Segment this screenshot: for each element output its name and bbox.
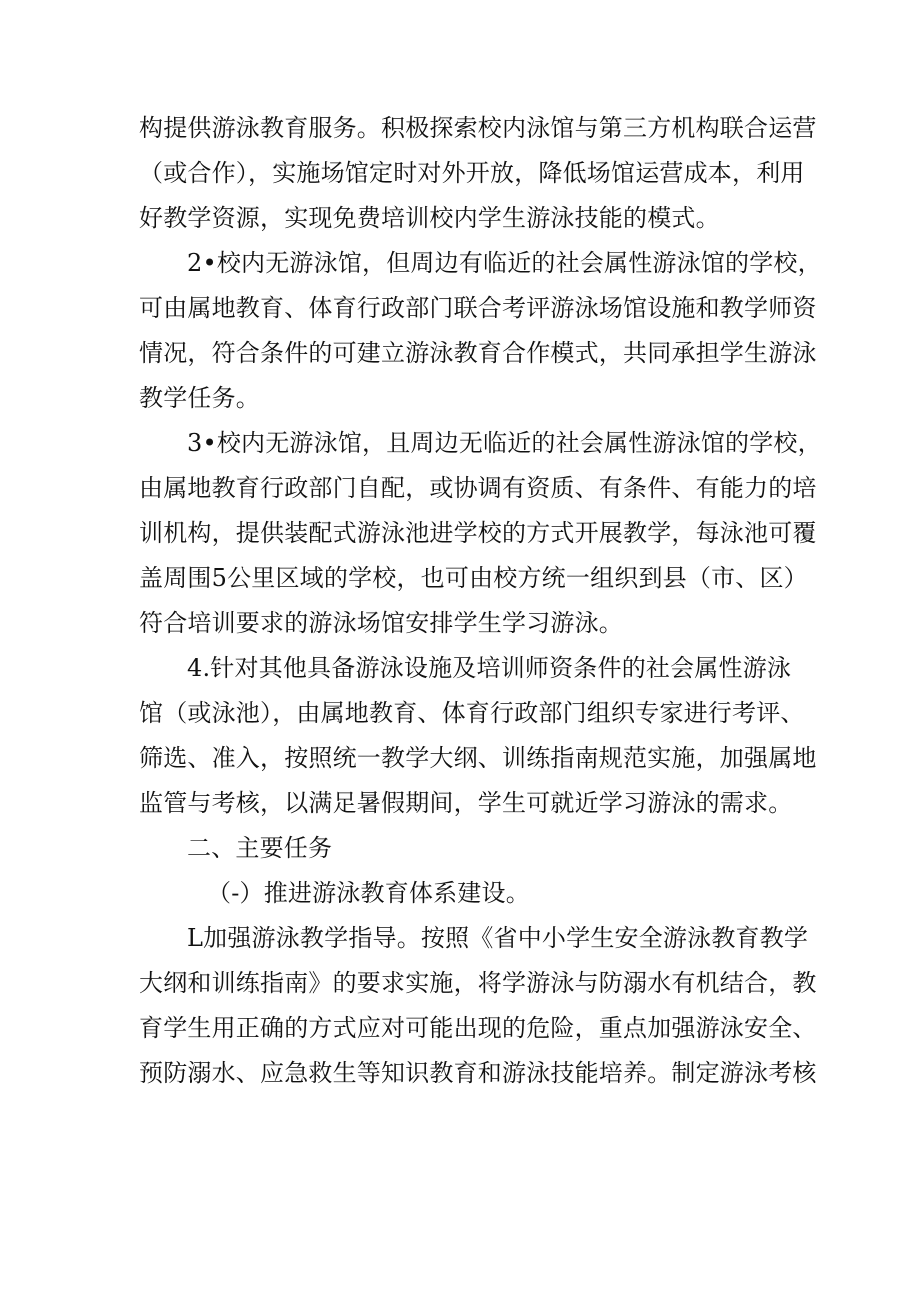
paragraph-4-start: 4.针对其他具备游泳设施及培训师资条件的社会属性游泳	[187, 654, 792, 682]
paragraph-2-start: 2•校内无游泳馆，但周边有临近的社会属性游泳馆的学校，	[187, 249, 822, 277]
text-line: 筛选、准入，按照统一教学大纲、训练指南规范实施，加强属地	[139, 744, 817, 772]
text-line: 符合培训要求的游泳场馆安排学生学习游泳。	[139, 609, 623, 637]
text-line: 育学生用正确的方式应对可能出现的危险，重点加强游泳安全、	[139, 1014, 817, 1042]
text-line: 教学任务。	[139, 384, 260, 412]
text-line: 可由属地教育、体育行政部门联合考评游泳场馆设施和教学师资	[139, 294, 817, 322]
text-line: 由属地教育行政部门自配，或协调有资质、有条件、有能力的培	[139, 474, 817, 502]
text-line: 训机构，提供装配式游泳池进学校的方式开展教学，每泳池可覆	[139, 519, 817, 547]
text-line: 盖周围5公里区域的学校，也可由校方统一组织到县（市、区）	[139, 564, 808, 592]
text-line: 情况，符合条件的可建立游泳教育合作模式，共同承担学生游泳	[139, 339, 817, 367]
paragraph-item-1-start: L加强游泳教学指导。按照《省中小学生安全游泳教育教学	[187, 924, 809, 952]
text-line: 构提供游泳教育服务。积极探索校内泳馆与第三方机构联合运营	[139, 114, 817, 142]
paragraph-3-start: 3•校内无游泳馆，且周边无临近的社会属性游泳馆的学校，	[187, 429, 822, 457]
section-heading: 二、主要任务	[187, 834, 333, 862]
text-line: （或合作），实施场馆定时对外开放，降低场馆运营成本，利用	[139, 159, 805, 187]
text-line: 好教学资源，实现免费培训校内学生游泳技能的模式。	[139, 204, 720, 232]
subsection-heading: （-）推进游泳教育体系建设。	[207, 879, 530, 907]
text-line: 监管与考核，以满足暑假期间，学生可就近学习游泳的需求。	[139, 789, 793, 817]
text-line: 预防溺水、应急救生等知识教育和游泳技能培养。制定游泳考核	[139, 1059, 817, 1087]
text-line: 馆（或泳池），由属地教育、体育行政部门组织专家进行考评、	[139, 699, 805, 727]
text-line: 大纲和训练指南》的要求实施，将学游泳与防溺水有机结合，教	[139, 969, 817, 997]
document-body	[139, 106, 822, 1096]
